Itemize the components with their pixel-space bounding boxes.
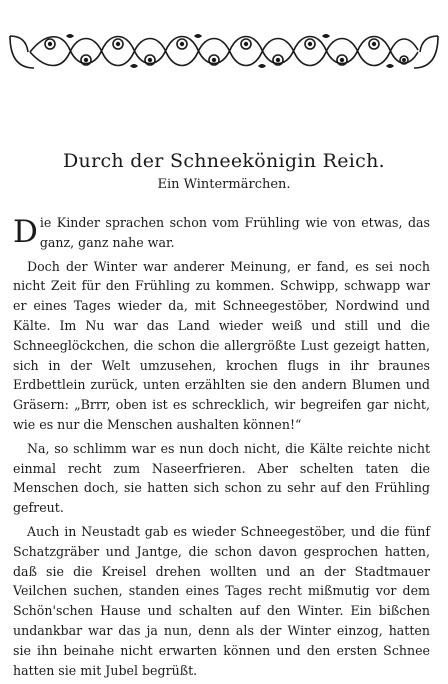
story-title: Durch der Schneekönigin Reich. (63, 150, 385, 172)
story-subtitle: Ein Wintermärchen. (157, 177, 291, 192)
paragraph: Doch der Winter war anderer Meinung, er fand, es sei noch nicht Zeit für den Frühling zu kommen. Schwipp, schwapp war er eines Tages wieder da, mit Schneegestöber, Nordwind und Kälte. Im Nu war das Land wieder weiß und still und die Schneeglöckchen, die schon die allergrößte Lust gezeigt hatten, sich in der Welt umzusehen, krochen flugs in ihr braunes Erdbettlein zurück, unten erzählten sie den andern Blumen und Gräsern: „Brrr, oben ist es schrecklich, wir begreifen gar nicht, wie es nur die Menschen aushalten können!“ (13, 258, 430, 432)
paragraph: Auch in Neustadt gab es wieder Schneegestöber, und die fünf Schatzgräber und Jantge, die schon davon gesprochen hatten, daß sie die Kreisel drehen wollten und an der Stadtmauer Veilchen suchen, standen eines Tages recht mißmutig vor dem Schön'schen Hause und schalten auf den Winter. Ein bißchen undankbar war das ja nun, denn als der Winter einzog, hatten sie ihn beinahe nicht erwarten können und den ersten Schnee hatten sie mit Jubel begrüßt. (13, 523, 430, 678)
paragraph-text: ie Kinder sprachen schon vom Frühling wie von etwas, das ganz, ganz nahe war. (39, 215, 430, 250)
drop-cap-initial: D (13, 214, 38, 250)
paragraph: Na, so schlimm war es nun doch nicht, die Kälte reichte nicht einmal recht zum Naseerfrieren. Aber schelten taten die Menschen doch, sie hatten sich schon zu sehr auf den Frühling gefreut. (13, 440, 430, 516)
story-body (13, 213, 430, 684)
paragraph (13, 213, 430, 253)
decorative-vine-border (6, 30, 442, 72)
